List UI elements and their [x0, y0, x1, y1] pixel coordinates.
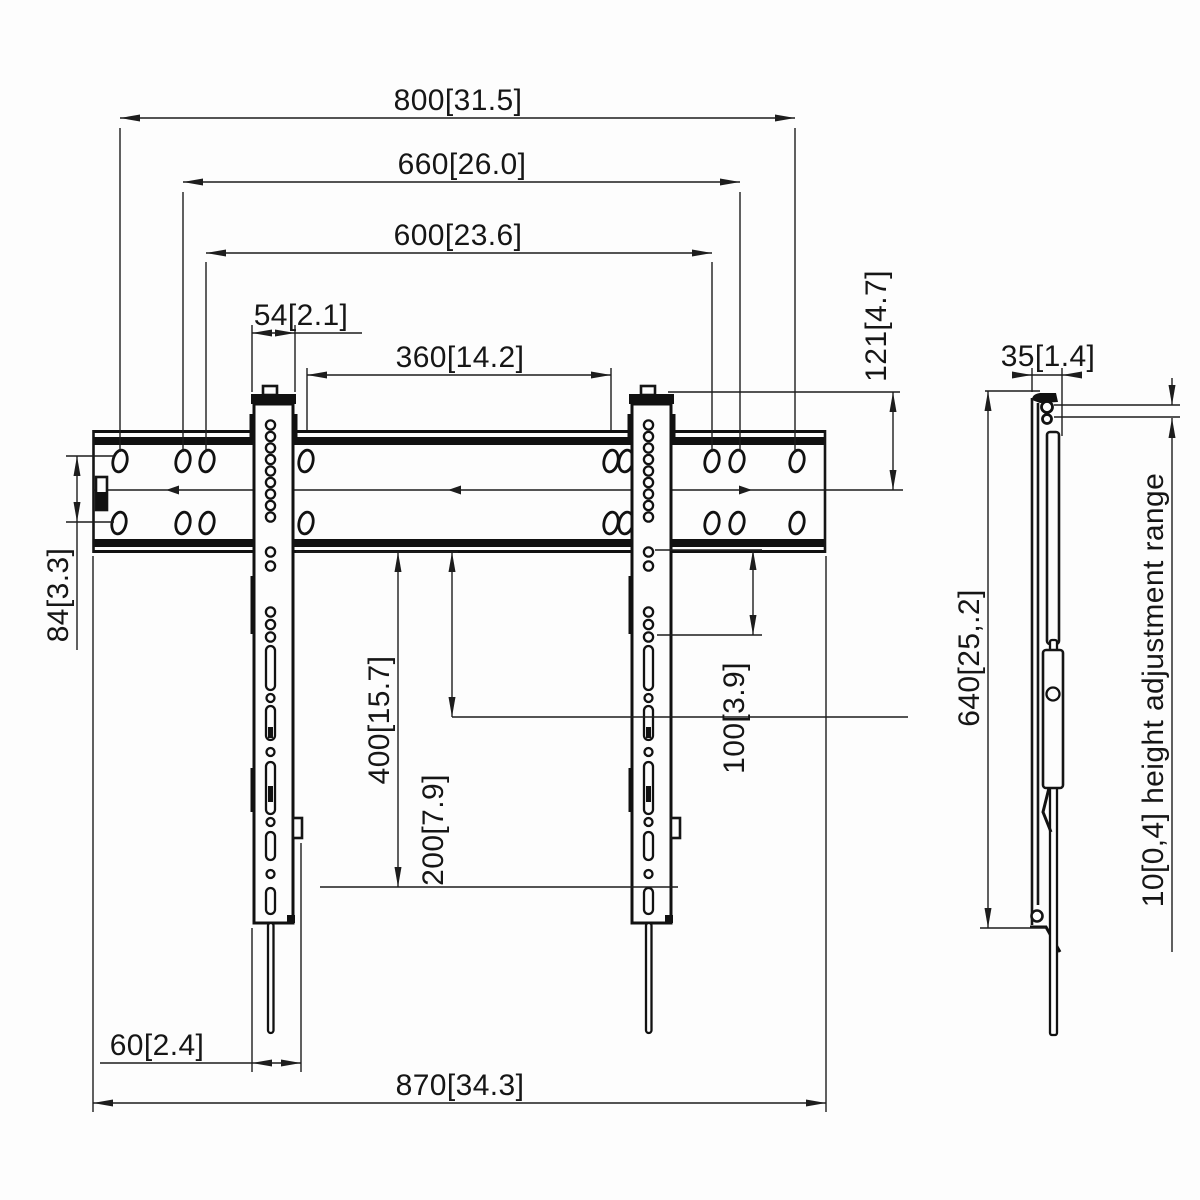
dim-label-400: 400[15.7] [363, 655, 396, 785]
dim-label-84: 84[3.3] [42, 547, 75, 643]
dim-54 [252, 299, 362, 337]
dim-121 [860, 270, 897, 490]
extension-lines [66, 128, 908, 1112]
dim-label-54: 54[2.1] [253, 299, 349, 332]
dim-label-200: 200[7.9] [417, 774, 450, 886]
rail-lock-detail [96, 477, 107, 510]
dim-35 [1001, 340, 1096, 379]
side-top-hook-icon [1042, 402, 1053, 413]
dim-label-870: 870[34.3] [395, 1069, 525, 1102]
dim-label-660: 660[26.0] [397, 148, 527, 181]
dim-800 [120, 84, 795, 122]
dim-label-121: 121[4.7] [860, 270, 893, 382]
dim-label-60: 60[2.4] [109, 1029, 205, 1062]
vesa-bracket-right [628, 386, 681, 1033]
dim-10-adjustment [1137, 378, 1176, 952]
dim-label-800: 800[31.5] [393, 84, 523, 117]
dim-60 [100, 1029, 301, 1067]
wall-rail [93, 430, 903, 553]
side-view [953, 340, 1180, 1035]
dim-label-640: 640[25,.2] [953, 589, 986, 727]
dim-label-100: 100[3.9] [718, 662, 751, 774]
dim-600 [206, 219, 712, 257]
dim-660 [183, 148, 740, 186]
dim-label-360: 360[14.2] [395, 341, 525, 374]
front-view [42, 84, 908, 1112]
dim-200 [417, 552, 456, 886]
dim-label-adjustment-range: 10[0,4] height adjustment range [1137, 472, 1170, 908]
dim-870 [93, 1069, 826, 1107]
side-bottom-hook-icon [1032, 911, 1043, 922]
dim-360 [307, 341, 611, 379]
dim-84 [42, 456, 81, 650]
dim-400 [363, 552, 402, 887]
vesa-bracket-left [250, 386, 303, 1033]
dim-640 [953, 391, 992, 928]
dim-100 [718, 550, 757, 774]
dim-label-600: 600[23.6] [393, 219, 523, 252]
dim-label-35: 35[1.4] [1000, 340, 1096, 373]
